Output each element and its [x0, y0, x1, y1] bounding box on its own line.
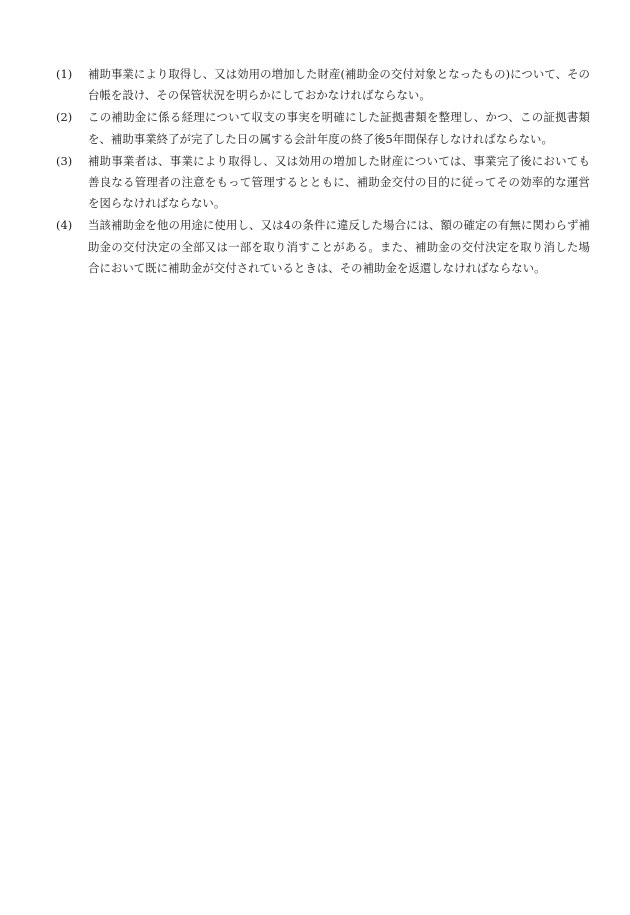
clause-3	[56, 151, 590, 215]
clause-number: (3)	[56, 153, 73, 168]
clause-number: (1)	[56, 67, 73, 81]
clause-text: この補助金に係る経理について収支の事実を明確にした証拠書類を整理し、かつ、この証拠書類を、補助事業終了が完了した日の属する会計年度の終了後5年間保存しなければならない。	[88, 110, 590, 146]
clause-text: 補助事業により取得し、又は効用の増加した財産(補助金の交付対象となったもの)について、その台帳を設け、その保管状況を明らかにしておかなければならない。	[88, 67, 590, 103]
clause-number: (4)	[56, 218, 73, 233]
clause-1	[56, 64, 590, 106]
clause-text: 補助事業者は、事業により取得し、又は効用の増加した財産については、事業完了後においても善良なる管理者の注意をもって管理するとともに、補助金交付の目的に従ってその効率的な運営を図らなければならない。	[88, 153, 590, 211]
clause-2	[56, 107, 590, 149]
clause-4	[56, 215, 590, 279]
clause-text: 当該補助金を他の用途に使用し、又は4の条件に違反した場合には、額の確定の有無に関わらず補助金の交付決定の全部又は一部を取り消すことがある。また、補助金の交付決定を取り消した場合において既に補助金が交付されているときは、その補助金を返還しなければならない。	[88, 218, 590, 275]
clause-number: (2)	[56, 110, 73, 125]
